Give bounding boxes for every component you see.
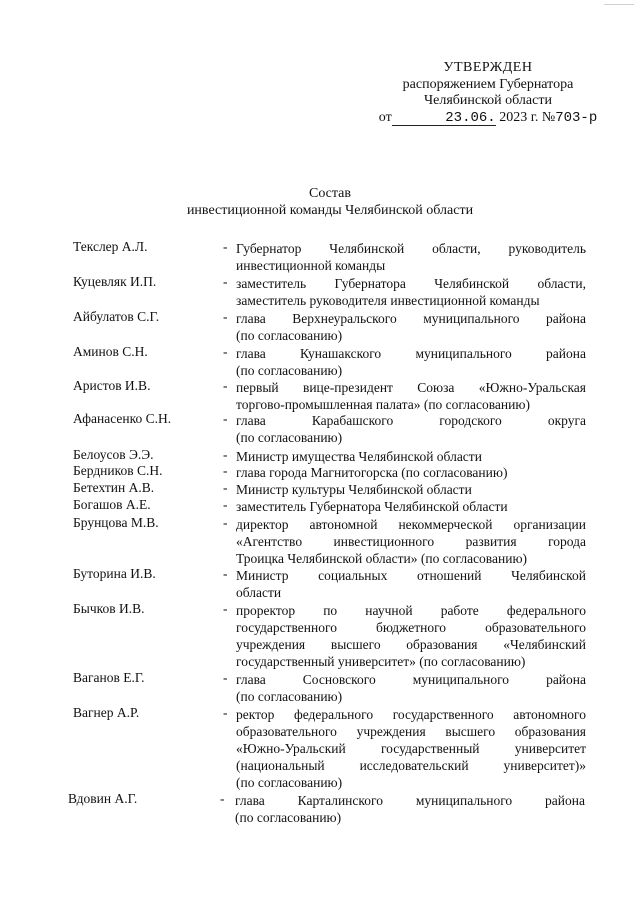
- document-title: Состав: [308, 186, 351, 201]
- position-line: Губернатор Челябинской области, руководитель: [236, 241, 586, 256]
- position-line: (по согласованию): [236, 775, 343, 790]
- position-line: глава Карабашского городского округа: [236, 413, 586, 428]
- member-dash: -: [223, 480, 228, 495]
- member-dash: -: [223, 378, 228, 393]
- position-line: Министр имущества Челябинской области: [236, 449, 482, 464]
- position-line: государственного бюджетного образовательного: [236, 620, 586, 635]
- date-field: [392, 111, 496, 126]
- member-dash: -: [223, 566, 228, 581]
- member-position: [236, 498, 586, 515]
- member-position: [236, 516, 586, 567]
- member-name: Вагнер А.Р.: [73, 705, 140, 720]
- member-dash: -: [223, 239, 228, 254]
- position-line: ректор федерального государственного автономного: [236, 707, 586, 722]
- member-dash: -: [223, 309, 228, 324]
- approval-line-2: Челябинской области: [424, 93, 552, 108]
- member-name: Бетехтин А.В.: [73, 480, 155, 495]
- position-line: глава Верхнеуральского муниципального района: [236, 311, 586, 326]
- position-line: (национальный исследовательский университет)»: [236, 758, 586, 773]
- position-line: глава Сосновского муниципального района: [236, 672, 586, 687]
- position-line: «Южно-Уральский государственный университет: [236, 741, 586, 756]
- position-line: проректор по научной работе федерального: [236, 603, 586, 618]
- position-line: Троицка Челябинской области» (по согласованию): [236, 551, 528, 566]
- member-position: [236, 602, 586, 670]
- member-name: Текслер А.Л.: [73, 239, 148, 254]
- member-position: [236, 464, 586, 481]
- member-dash: -: [223, 447, 228, 462]
- member-dash: -: [223, 411, 228, 426]
- member-name: Брунцова М.В.: [73, 515, 159, 530]
- approval-line-1: распоряжением Губернатора: [402, 76, 574, 92]
- member-dash: -: [223, 515, 228, 530]
- position-line: инвестиционной команды: [236, 258, 386, 273]
- member-position: [236, 345, 586, 379]
- position-line: (по согласованию): [236, 328, 343, 343]
- member-position: [236, 240, 586, 274]
- member-dash: -: [220, 791, 225, 806]
- approval-date-line: [370, 110, 606, 127]
- document-subtitle: инвестиционной команды Челябинской области: [186, 203, 474, 218]
- date-prefix: от: [378, 109, 392, 125]
- position-line: первый вице-президент Союза «Южно-Уральская: [236, 380, 586, 395]
- date-value: 23.06.: [445, 109, 496, 126]
- position-line: (по согласованию): [236, 430, 343, 445]
- member-name: Аристов И.В.: [73, 378, 151, 393]
- member-position: [236, 671, 586, 705]
- position-line: заместитель Губернатора Челябинской области,: [236, 276, 586, 291]
- member-position: [236, 275, 586, 309]
- member-position: [236, 379, 586, 413]
- member-dash: -: [223, 670, 228, 685]
- position-line: «Агентство инвестиционного развития города: [236, 534, 586, 549]
- member-dash: -: [223, 497, 228, 512]
- member-position: [236, 706, 586, 791]
- member-name: Буторина И.В.: [73, 566, 156, 581]
- member-position: [235, 792, 585, 826]
- member-position: [236, 448, 586, 465]
- position-line: учреждения высшего образования «Челябинский: [236, 637, 586, 652]
- position-line: директор автономной некоммерческой организации: [236, 517, 586, 532]
- position-line: (по согласованию): [236, 363, 343, 378]
- member-position: [236, 412, 586, 446]
- member-dash: -: [223, 463, 228, 478]
- position-line: заместитель руководителя инвестиционной команды: [236, 293, 540, 308]
- member-name: Богашов А.Е.: [73, 497, 151, 512]
- approval-stamp-block: [370, 60, 606, 126]
- member-name: Афанасенко С.Н.: [73, 411, 172, 426]
- member-dash: -: [223, 344, 228, 359]
- member-name: Куцевляк И.П.: [73, 274, 157, 289]
- approval-heading: УТВЕРЖДЕН: [443, 60, 533, 75]
- position-line: государственный университет» (по согласованию): [236, 654, 526, 669]
- position-line: глава Кунашакского муниципального района: [236, 346, 586, 361]
- member-name: Бердников С.Н.: [73, 463, 163, 478]
- member-position: [236, 481, 586, 498]
- member-position: [236, 567, 586, 601]
- year-text: 2023 г. №: [499, 109, 556, 125]
- position-line: глава Карталинского муниципального района: [235, 793, 585, 808]
- position-line: (по согласованию): [236, 689, 343, 704]
- member-name: Ваганов Е.Г.: [73, 670, 145, 685]
- position-line: области: [236, 585, 282, 600]
- member-dash: -: [223, 601, 228, 616]
- position-line: торгово-промышленная палата» (по согласованию): [236, 397, 530, 412]
- member-name: Аминов С.Н.: [73, 344, 148, 359]
- position-line: заместитель Губернатора Челябинской области: [236, 499, 508, 514]
- member-name: Бычков И.В.: [73, 601, 145, 616]
- order-number: 703-р: [555, 109, 598, 126]
- position-line: (по согласованию): [235, 810, 342, 825]
- member-position: [236, 310, 586, 344]
- member-dash: -: [223, 705, 228, 720]
- member-dash: -: [223, 274, 228, 289]
- member-name: Айбулатов С.Г.: [73, 309, 160, 324]
- position-line: образовательного учреждения высшего образования: [236, 724, 586, 739]
- position-line: Министр культуры Челябинской области: [236, 482, 472, 497]
- member-name: Вдовин А.Г.: [68, 791, 138, 806]
- position-line: Министр социальных отношений Челябинской: [236, 568, 586, 583]
- position-line: глава города Магнитогорска (по согласованию): [236, 465, 508, 480]
- scan-artifact: [604, 4, 634, 5]
- member-name: Белоусов Э.Э.: [73, 447, 154, 462]
